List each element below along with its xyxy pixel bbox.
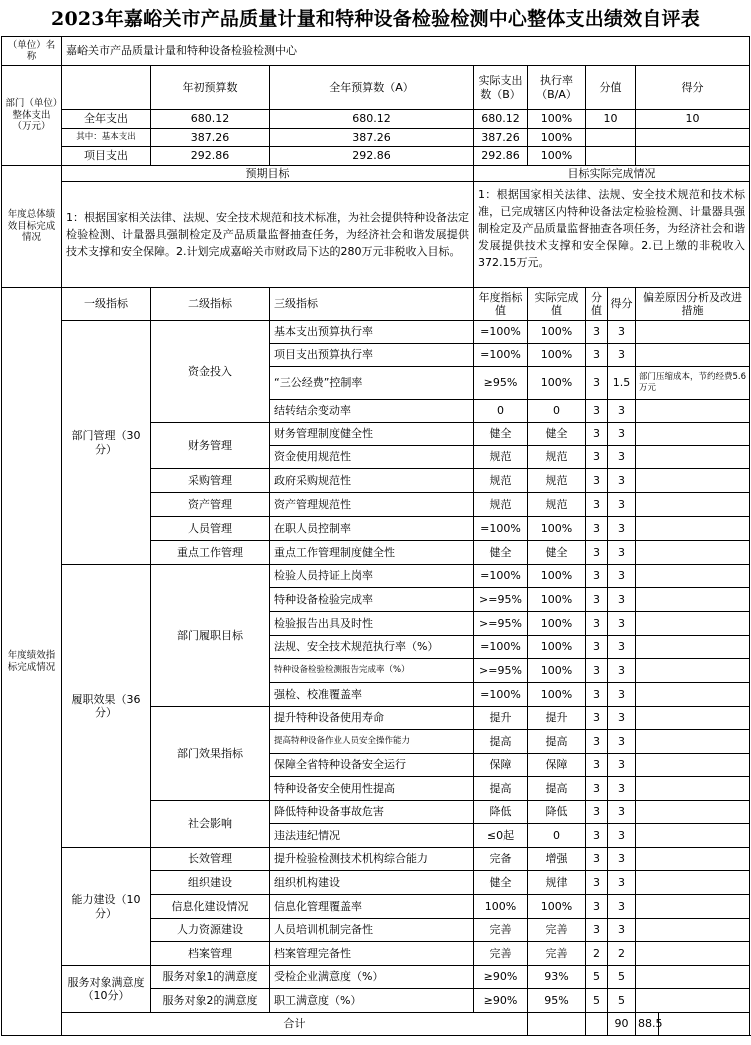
indicator-reason <box>636 321 750 344</box>
indicator-actual: 完善 <box>528 919 586 942</box>
indicator-actual: 规律 <box>528 871 586 895</box>
indicator-reason <box>636 683 750 707</box>
level3-indicator: 违法违纪情况 <box>270 824 474 848</box>
indicator-actual: 100% <box>528 612 586 636</box>
indicator-weight: 3 <box>586 400 608 423</box>
indicator-actual: 100% <box>528 321 586 344</box>
level1-indicator: 能力建设（10分） <box>62 848 151 966</box>
indicator-actual: 规范 <box>528 469 586 493</box>
indicator-score: 3 <box>608 683 636 707</box>
budget-row-label: 其中：基本支出 <box>62 129 151 147</box>
indicator-reason <box>636 612 750 636</box>
indicator-reason <box>636 942 750 966</box>
budget-weight <box>586 129 636 147</box>
indicator-score: 3 <box>608 565 636 588</box>
indicator-reason <box>636 966 750 989</box>
indicator-target: ≥90% <box>474 989 528 1013</box>
level3-indicator: 受检企业满意度（%） <box>270 966 474 989</box>
indicator-weight: 3 <box>586 344 608 367</box>
indicator-target: ≥95% <box>474 367 528 400</box>
indicator-target: 健全 <box>474 541 528 565</box>
indicator-reason <box>636 848 750 871</box>
indicator-weight: 3 <box>586 469 608 493</box>
header-score: 得分 <box>608 288 636 321</box>
indicator-target: ≤0起 <box>474 824 528 848</box>
evaluation-table <box>1 36 750 1036</box>
indicator-target: =100% <box>474 321 528 344</box>
budget-rate: 100% <box>528 147 586 166</box>
indicator-actual: 100% <box>528 895 586 919</box>
indicator-actual: 降低 <box>528 801 586 824</box>
indicator-reason <box>636 659 750 683</box>
header-score: 得分 <box>636 66 750 110</box>
indicator-actual: 规范 <box>528 446 586 469</box>
indicator-reason <box>636 469 750 493</box>
indicator-reason <box>636 565 750 588</box>
indicators-row-label: 年度绩效指标完成情况 <box>2 288 62 1036</box>
indicator-score: 5 <box>608 966 636 989</box>
level2-indicator: 部门履职目标 <box>151 565 270 707</box>
level3-indicator: 结转结余变动率 <box>270 400 474 423</box>
indicator-reason <box>636 588 750 612</box>
indicator-score: 3 <box>608 423 636 446</box>
budget-header-blank <box>62 66 151 110</box>
level3-indicator: 在职人员控制率 <box>270 517 474 541</box>
level2-indicator: 人员管理 <box>151 517 270 541</box>
total-weight: 90 <box>608 1013 636 1036</box>
indicator-score: 3 <box>608 493 636 517</box>
level3-indicator: “三公经费”控制率 <box>270 367 474 400</box>
header-level1: 一级指标 <box>62 288 151 321</box>
indicator-target: 提高 <box>474 777 528 801</box>
indicator-weight: 3 <box>586 754 608 777</box>
indicator-reason <box>636 730 750 754</box>
level2-indicator: 部门效果指标 <box>151 707 270 801</box>
indicator-target: 100% <box>474 895 528 919</box>
budget-score <box>636 147 750 166</box>
indicator-target: 0 <box>474 400 528 423</box>
indicator-score: 5 <box>608 989 636 1013</box>
indicator-reason <box>636 989 750 1013</box>
budget-initial: 680.12 <box>151 110 270 129</box>
indicator-actual: 提高 <box>528 777 586 801</box>
indicator-target: 完善 <box>474 942 528 966</box>
header-level2: 二级指标 <box>151 288 270 321</box>
indicator-weight: 3 <box>586 730 608 754</box>
level3-indicator: 资金使用规范性 <box>270 446 474 469</box>
level3-indicator: 特种设备安全使用性提高 <box>270 777 474 801</box>
indicator-score: 3 <box>608 777 636 801</box>
indicator-score: 3 <box>608 321 636 344</box>
indicator-actual: 100% <box>528 683 586 707</box>
header-level3: 三级指标 <box>270 288 474 321</box>
indicator-weight: 3 <box>586 493 608 517</box>
indicator-actual: 增强 <box>528 848 586 871</box>
level2-indicator: 社会影响 <box>151 801 270 848</box>
level3-indicator: 政府采购规范性 <box>270 469 474 493</box>
level2-indicator: 财务管理 <box>151 423 270 469</box>
level1-indicator: 服务对象满意度（10分） <box>62 966 151 1013</box>
indicator-reason <box>636 423 750 446</box>
indicator-reason <box>636 777 750 801</box>
indicator-weight: 3 <box>586 824 608 848</box>
indicator-weight: 3 <box>586 683 608 707</box>
level2-indicator: 服务对象2的满意度 <box>151 989 270 1013</box>
budget-rate: 100% <box>528 110 586 129</box>
indicator-target: =100% <box>474 344 528 367</box>
level1-indicator: 履职效果（36分） <box>62 565 151 848</box>
indicator-target: >=95% <box>474 612 528 636</box>
indicator-reason <box>636 801 750 824</box>
level2-indicator: 服务对象1的满意度 <box>151 966 270 989</box>
unit-name: 嘉峪关市产品质量计量和特种设备检验检测中心 <box>62 37 750 66</box>
level3-indicator: 强检、校准覆盖率 <box>270 683 474 707</box>
indicator-score: 3 <box>608 659 636 683</box>
budget-annual: 680.12 <box>270 110 474 129</box>
indicator-reason <box>636 895 750 919</box>
indicator-actual: 95% <box>528 989 586 1013</box>
indicator-reason <box>636 824 750 848</box>
indicator-actual: 100% <box>528 344 586 367</box>
header-weight: 分值 <box>586 288 608 321</box>
indicator-weight: 3 <box>586 446 608 469</box>
level3-indicator: 重点工作管理制度健全性 <box>270 541 474 565</box>
indicator-score: 3 <box>608 730 636 754</box>
goals-expected-header: 预期目标 <box>62 166 474 182</box>
indicator-score: 3 <box>608 707 636 730</box>
indicator-actual: 提高 <box>528 730 586 754</box>
budget-row-label: 全年支出 <box>62 110 151 129</box>
level1-indicator: 部门管理（30分） <box>62 321 151 565</box>
indicator-target: 完善 <box>474 919 528 942</box>
budget-weight: 10 <box>586 110 636 129</box>
indicator-reason <box>636 707 750 730</box>
indicator-weight: 3 <box>586 612 608 636</box>
level3-indicator: 保障全省特种设备安全运行 <box>270 754 474 777</box>
level3-indicator: 资产管理规范性 <box>270 493 474 517</box>
indicator-target: ≥90% <box>474 966 528 989</box>
indicator-actual: 提升 <box>528 707 586 730</box>
indicator-reason <box>636 400 750 423</box>
level2-indicator: 长效管理 <box>151 848 270 871</box>
indicator-score: 3 <box>608 871 636 895</box>
level2-indicator: 组织建设 <box>151 871 270 895</box>
indicator-actual: 完善 <box>528 942 586 966</box>
indicator-actual: 93% <box>528 966 586 989</box>
level3-indicator: 档案管理完备性 <box>270 942 474 966</box>
level3-indicator: 基本支出预算执行率 <box>270 321 474 344</box>
indicator-reason <box>636 754 750 777</box>
indicator-actual: 100% <box>528 636 586 659</box>
indicator-reason <box>636 871 750 895</box>
total-score: 88.5 <box>636 1013 659 1036</box>
indicator-weight: 5 <box>586 966 608 989</box>
indicator-target: 完备 <box>474 848 528 871</box>
budget-initial: 387.26 <box>151 129 270 147</box>
level3-indicator: 特种设备检验检测报告完成率（%） <box>270 659 474 683</box>
indicator-actual: 规范 <box>528 493 586 517</box>
level3-indicator: 组织机构建设 <box>270 871 474 895</box>
header-weight: 分值 <box>586 66 636 110</box>
level3-indicator: 法规、安全技术规范执行率（%） <box>270 636 474 659</box>
level2-indicator: 档案管理 <box>151 942 270 966</box>
goals-expected-text: 1：根据国家相关法律、法规、安全技术规范和技术标准，为社会提供特种设备法定检验检测、计量器具强制检定及产品质量监督抽查任务，为经济社会和谐发展提供技术支撑和安全保障。2.计划完成嘉峪关市财政局下达的280万元非税收入目标。 <box>62 182 474 288</box>
indicator-target: 提升 <box>474 707 528 730</box>
indicator-weight: 3 <box>586 707 608 730</box>
indicator-reason <box>636 446 750 469</box>
budget-annual: 387.26 <box>270 129 474 147</box>
level3-indicator: 财务管理制度健全性 <box>270 423 474 446</box>
total-blank <box>586 1013 608 1036</box>
budget-initial: 292.86 <box>151 147 270 166</box>
level3-indicator: 特种设备检验完成率 <box>270 588 474 612</box>
indicator-score: 2 <box>608 942 636 966</box>
indicator-score: 3 <box>608 824 636 848</box>
indicator-score: 3 <box>608 754 636 777</box>
indicator-weight: 3 <box>586 423 608 446</box>
indicator-weight: 3 <box>586 541 608 565</box>
indicator-actual: 健全 <box>528 541 586 565</box>
indicator-weight: 5 <box>586 989 608 1013</box>
indicator-target: =100% <box>474 683 528 707</box>
indicator-reason <box>636 541 750 565</box>
indicator-target: =100% <box>474 636 528 659</box>
header-actual-spend: 实际支出数（B） <box>474 66 528 110</box>
indicator-actual: 100% <box>528 517 586 541</box>
indicator-target: >=95% <box>474 659 528 683</box>
budget-weight <box>586 147 636 166</box>
total-blank <box>659 1013 750 1036</box>
level2-indicator: 人力资源建设 <box>151 919 270 942</box>
indicator-score: 3 <box>608 446 636 469</box>
header-annual-budget: 全年预算数（A） <box>270 66 474 110</box>
indicator-score: 1.5 <box>608 367 636 400</box>
indicator-weight: 2 <box>586 942 608 966</box>
level3-indicator: 提升检验检测技术机构综合能力 <box>270 848 474 871</box>
indicator-weight: 3 <box>586 517 608 541</box>
indicator-weight: 3 <box>586 777 608 801</box>
indicator-score: 3 <box>608 848 636 871</box>
indicator-actual: 100% <box>528 367 586 400</box>
header-reason: 偏差原因分析及改进措施 <box>636 288 750 321</box>
budget-score <box>636 129 750 147</box>
indicator-score: 3 <box>608 895 636 919</box>
indicator-weight: 3 <box>586 895 608 919</box>
level2-indicator: 重点工作管理 <box>151 541 270 565</box>
indicator-actual: 保障 <box>528 754 586 777</box>
indicator-target: 规范 <box>474 446 528 469</box>
budget-score: 10 <box>636 110 750 129</box>
indicator-target: 规范 <box>474 493 528 517</box>
indicator-actual: 0 <box>528 824 586 848</box>
level2-indicator: 资金投入 <box>151 321 270 423</box>
indicator-target: 保障 <box>474 754 528 777</box>
level2-indicator: 资产管理 <box>151 493 270 517</box>
indicator-score: 3 <box>608 612 636 636</box>
header-target: 年度指标值 <box>474 288 528 321</box>
indicator-actual: 100% <box>528 588 586 612</box>
indicator-weight: 3 <box>586 367 608 400</box>
indicator-reason <box>636 493 750 517</box>
indicator-actual: 健全 <box>528 423 586 446</box>
indicator-target: 降低 <box>474 801 528 824</box>
indicator-weight: 3 <box>586 871 608 895</box>
indicator-weight: 3 <box>586 919 608 942</box>
indicator-reason <box>636 636 750 659</box>
indicator-weight: 3 <box>586 848 608 871</box>
indicator-reason: 部门压缩成本，节约经费5.6万元 <box>636 367 750 400</box>
indicator-score: 3 <box>608 541 636 565</box>
indicator-score: 3 <box>608 344 636 367</box>
level3-indicator: 职工满意度（%） <box>270 989 474 1013</box>
indicator-target: 提高 <box>474 730 528 754</box>
indicator-target: >=95% <box>474 588 528 612</box>
total-blank <box>528 1013 586 1036</box>
indicator-weight: 3 <box>586 659 608 683</box>
indicator-weight: 3 <box>586 588 608 612</box>
level3-indicator: 检验报告出具及时性 <box>270 612 474 636</box>
goals-row-label: 年度总体绩效目标完成情况 <box>2 166 62 288</box>
budget-actual: 292.86 <box>474 147 528 166</box>
indicator-reason <box>636 919 750 942</box>
indicator-weight: 3 <box>586 565 608 588</box>
budget-annual: 292.86 <box>270 147 474 166</box>
indicator-score: 3 <box>608 588 636 612</box>
indicator-score: 3 <box>608 400 636 423</box>
level2-indicator: 信息化建设情况 <box>151 895 270 919</box>
indicator-reason <box>636 344 750 367</box>
goals-actual-header: 目标实际完成情况 <box>474 166 750 182</box>
level3-indicator: 检验人员持证上岗率 <box>270 565 474 588</box>
level3-indicator: 项目支出预算执行率 <box>270 344 474 367</box>
budget-row-label: 部门（单位）整体支出（万元） <box>2 66 62 166</box>
indicator-score: 3 <box>608 469 636 493</box>
indicator-actual: 100% <box>528 565 586 588</box>
indicator-weight: 3 <box>586 636 608 659</box>
level3-indicator: 降低特种设备事故危害 <box>270 801 474 824</box>
indicator-weight: 3 <box>586 801 608 824</box>
indicator-weight: 3 <box>586 321 608 344</box>
level3-indicator: 人员培训机制完备性 <box>270 919 474 942</box>
indicator-actual: 100% <box>528 659 586 683</box>
unit-label: （单位）名称 <box>2 37 62 66</box>
indicator-target: =100% <box>474 517 528 541</box>
total-label: 合计 <box>62 1013 528 1036</box>
budget-rate: 100% <box>528 129 586 147</box>
indicator-target: 健全 <box>474 871 528 895</box>
level3-indicator: 提升特种设备使用寿命 <box>270 707 474 730</box>
level3-indicator: 提高特种设备作业人员安全操作能力 <box>270 730 474 754</box>
indicator-target: 健全 <box>474 423 528 446</box>
indicator-score: 3 <box>608 636 636 659</box>
indicator-score: 3 <box>608 919 636 942</box>
indicator-target: =100% <box>474 565 528 588</box>
indicator-actual: 0 <box>528 400 586 423</box>
header-execution-rate: 执行率（B/A） <box>528 66 586 110</box>
goals-actual-text: 1：根据国家相关法律、法规、安全技术规范和技术标准，已完成辖区内特种设备法定检验检测、计量器具强制检定及产品质量监督抽查各项任务，为经济社会和谐发展提供技术支撑和安全保障。2.已上缴的非税收入372.15万元。 <box>474 182 750 288</box>
header-actual: 实际完成值 <box>528 288 586 321</box>
header-initial-budget: 年初预算数 <box>151 66 270 110</box>
budget-actual: 680.12 <box>474 110 528 129</box>
indicator-score: 3 <box>608 801 636 824</box>
level2-indicator: 采购管理 <box>151 469 270 493</box>
indicator-target: 规范 <box>474 469 528 493</box>
budget-row-label: 项目支出 <box>62 147 151 166</box>
page-title: 2023年嘉峪关市产品质量计量和特种设备检验检测中心整体支出绩效自评表 <box>51 8 700 30</box>
indicator-reason <box>636 517 750 541</box>
level3-indicator: 信息化管理覆盖率 <box>270 895 474 919</box>
indicator-score: 3 <box>608 517 636 541</box>
budget-actual: 387.26 <box>474 129 528 147</box>
